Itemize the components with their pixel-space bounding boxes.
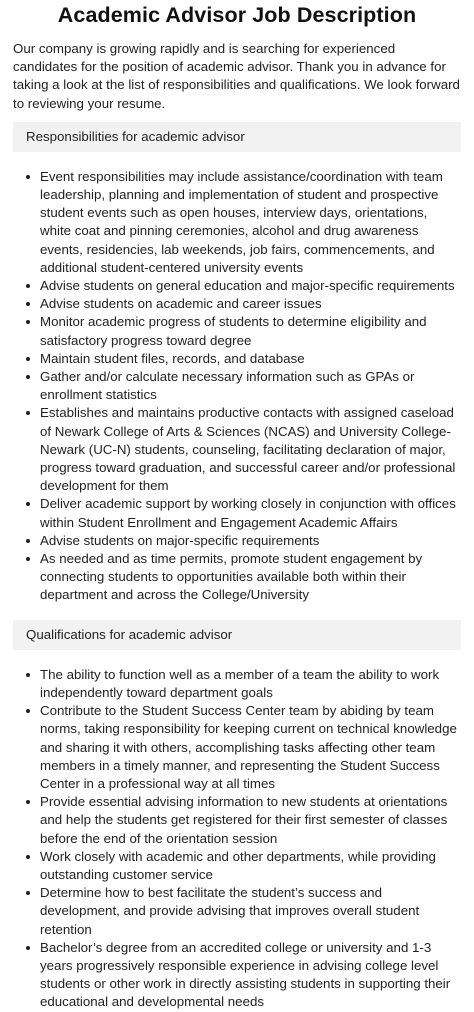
list-item: Advise students on major-specific requirements bbox=[40, 532, 457, 550]
list-item: As needed and as time permits, promote student engagement by connecting students to opportunities available both within their department and across the College/University bbox=[40, 550, 457, 605]
list-item: Monitor academic progress of students to determine eligibility and satisfactory progress toward degree bbox=[40, 313, 457, 349]
intro-paragraph: Our company is growing rapidly and is searching for experienced candidates for the position of academic advisor. Thank you in advance for taking a look at the list of responsibilities and qualifications. We look forward to reviewing your resume. bbox=[13, 41, 460, 111]
list-item: The ability to function well as a member of a team the ability to work independently toward department goals bbox=[40, 666, 457, 702]
list-item: Deliver academic support by working closely in conjunction with offices within Student Enrollment and Engagement Academic Affairs bbox=[40, 495, 457, 531]
qualifications-heading: Qualifications for academic advisor bbox=[13, 620, 461, 650]
list-item: Advise students on general education and major-specific requirements bbox=[40, 277, 457, 295]
list-item: Gather and/or calculate necessary information such as GPAs or enrollment statistics bbox=[40, 368, 457, 404]
list-item: Maintain student files, records, and database bbox=[40, 350, 457, 368]
list-item: Event responsibilities may include assistance/coordination with team leadership, planning and implementation of student and prospective student events such as open houses, interview days, orientations, white coat and pinning ceremonies, alcohol and drug awareness events, residencies, lab weekends, job fairs, commencements, and additional student-centered university events bbox=[40, 168, 457, 277]
list-item: Contribute to the Student Success Center team by abiding by team norms, taking responsibility for keeping current on technical knowledge and sharing it with others, accomplishing tasks affecting other team members in a timely manner, and representing the Student Success Center in a professional way at all times bbox=[40, 702, 457, 793]
responsibilities-list bbox=[13, 168, 461, 605]
page-title: Academic Advisor Job Description bbox=[57, 3, 417, 27]
list-item: Advise students on academic and career issues bbox=[40, 295, 457, 313]
qualifications-list bbox=[13, 666, 461, 1012]
list-item: Bachelor’s degree from an accredited college or university and 1-3 years progressively responsible experience in advising college level students or other work in directly assisting students in supporting their educational and developmental needs bbox=[40, 939, 457, 1012]
responsibilities-heading: Responsibilities for academic advisor bbox=[13, 122, 461, 152]
list-item: Establishes and maintains productive contacts with assigned caseload of Newark College of Arts & Sciences (NCAS) and University College-Newark (UC-N) students, counseling, facilitating declaration of major, progress toward graduation, and successful career and/or professional development for them bbox=[40, 404, 457, 495]
list-item: Work closely with academic and other departments, while providing outstanding customer service bbox=[40, 848, 457, 884]
list-item: Determine how to best facilitate the student’s success and development, and provide advising that improves overall student retention bbox=[40, 884, 457, 939]
list-item: Provide essential advising information to new students at orientations and help the students get registered for their first semester of classes before the end of the orientation session bbox=[40, 793, 457, 848]
